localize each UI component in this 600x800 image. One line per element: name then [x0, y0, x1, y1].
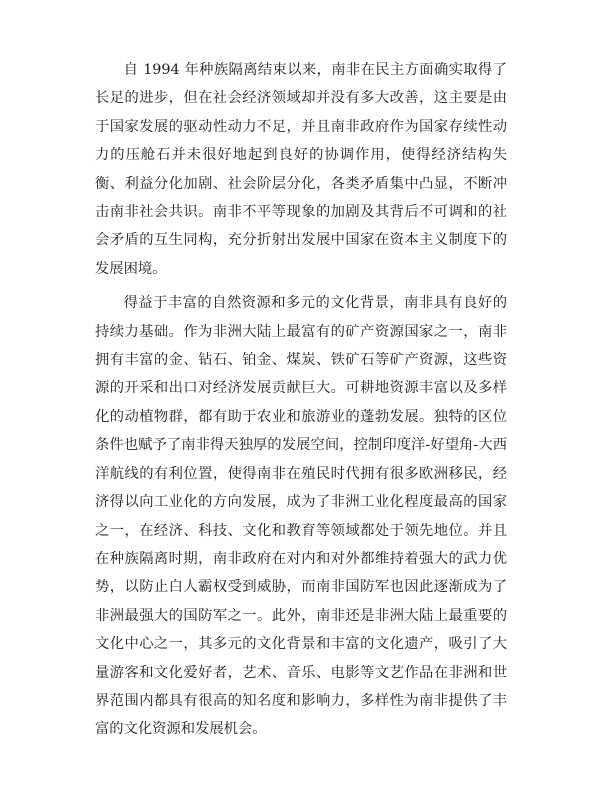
paragraph-1: 自 1994 年种族隔离结束以来，南非在民主方面确实取得了长足的进步，但在社会经济领域却并没有多大改善，这主要是由于国家发展的驱动性动力不足，并且南非政府作为国家存续性动力的压舱石并未很好地起到良好的协调作用，使得经济结构失衡、利益分化加剧、社会阶层分化，各类矛盾集中凸显，不断冲击南非社会共识。南非不平等现象的加剧及其背后不可调和的社会矛盾的互生同构，充分折射出发展中国家在资本主义制度下的发展困境。 [95, 62, 507, 277]
paragraph-2: 得益于丰富的自然资源和多元的文化背景，南非具有良好的持续力基础。作为非洲大陆上最富有的矿产资源国家之一，南非拥有丰富的金、钻石、铂金、煤炭、铁矿石等矿产资源，这些资源的开采和出口对经济发展贡献巨大。可耕地资源丰富以及多样化的动植物群，都有助于农业和旅游业的蓬勃发展。独特的区位条件也赋予了南非得天独厚的发展空间，控制印度洋-好望角-大西洋航线的有利位置，使得南非在殖民时代拥有很多欧洲移民，经济得以向工业化的方向发展，成为了非洲工业化程度最高的国家之一，在经济、科技、文化和教育等领域都处于领先地位。并且在种族隔离时期，南非政府在对内和对外都维持着强大的武力优势，以防止白人霸权受到威胁，而南非国防军也因此逐渐成为了非洲最强大的国防军之一。此外，南非还是非洲大陆上最重要的文化中心之一，其多元的文化背景和丰富的文化遗产，吸引了大量游客和文化爱好者，艺术、音乐、电影等文艺作品在非洲和世界范围内都具有很高的知名度和影响力，多样性为南非提供了丰富的文化资源和发展机会。 [95, 295, 507, 738]
document-body [95, 56, 507, 744]
